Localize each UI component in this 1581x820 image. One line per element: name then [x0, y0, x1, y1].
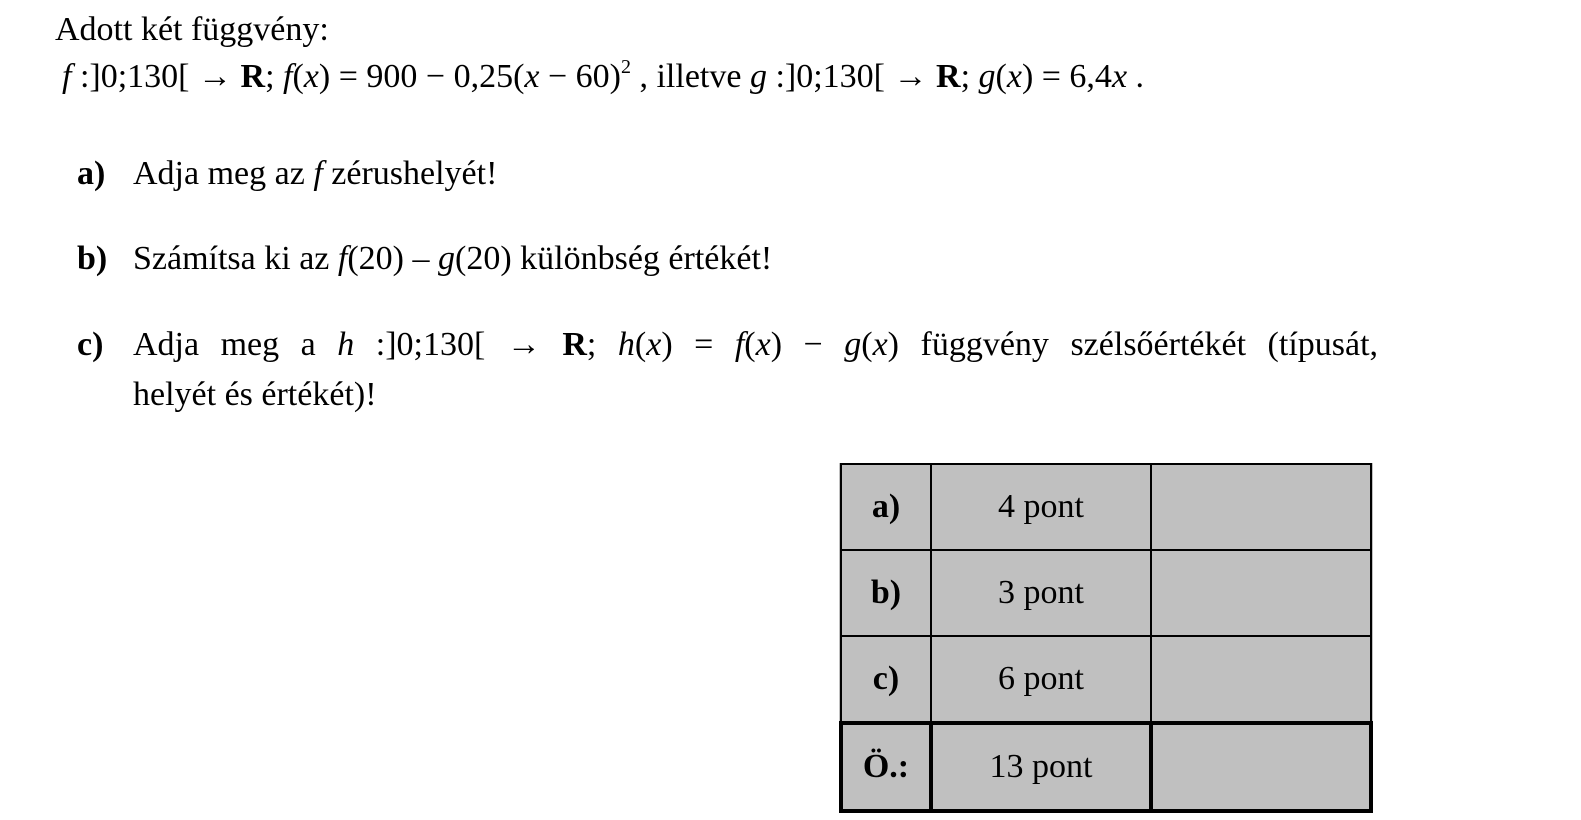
g-symbol: g	[438, 240, 455, 277]
var-x: x	[646, 326, 662, 363]
g-call: g	[844, 326, 862, 363]
g-call: g	[978, 58, 996, 95]
task-c-line-2: helyét és értékét)!	[133, 376, 377, 413]
f-symbol: f	[337, 240, 348, 277]
minus: ) −	[770, 326, 845, 363]
f-formula-part: ) = 900 − 0,25(	[318, 58, 525, 95]
h-domain: :]0;130[ →	[354, 326, 563, 363]
score-part: c)	[841, 636, 931, 723]
score-part: b)	[841, 550, 931, 636]
task-b-text	[133, 242, 772, 276]
separator: ;	[960, 58, 979, 95]
score-part: a)	[841, 464, 931, 550]
task-text: Számítsa ki az	[133, 240, 338, 277]
paren-open: (	[995, 58, 1007, 95]
g-symbol: g	[749, 58, 767, 95]
task-b-label: b)	[77, 240, 108, 277]
task-text: Adja meg az	[133, 155, 314, 192]
h-symbol: h	[337, 326, 355, 363]
real-set-symbol: R	[562, 326, 587, 363]
f-call: f	[734, 326, 745, 363]
var-x: x	[1111, 58, 1128, 95]
period: .	[1127, 58, 1145, 95]
real-set-symbol: R	[936, 58, 961, 95]
g-formula-part: ) = 6,4	[1021, 58, 1112, 95]
score-points: 6 pont	[931, 636, 1151, 723]
equals: ) =	[661, 326, 735, 363]
total-label: Ö.:	[841, 723, 931, 811]
f-symbol: f	[62, 58, 72, 95]
f-call: f	[283, 58, 293, 95]
task-a-text	[133, 157, 497, 191]
paren-close: )	[887, 326, 899, 363]
score-total-row	[841, 723, 1371, 811]
word: meg	[220, 326, 280, 363]
score-points: 3 pont	[931, 550, 1151, 636]
task-text: (20) –	[347, 240, 438, 277]
total-earned-cell	[1151, 723, 1371, 811]
h-call: h	[617, 326, 635, 363]
word: függvény	[920, 326, 1049, 363]
h-definition	[337, 326, 596, 363]
task-c-line-1	[133, 328, 1378, 362]
task-c-label: c)	[77, 326, 104, 363]
h-formula: h(x) = f(x) − g(x)	[617, 326, 899, 363]
g-domain: :]0;130[ →	[766, 58, 936, 95]
real-set-symbol: R	[240, 58, 266, 95]
var-x: x	[1006, 58, 1022, 95]
var-x: x	[872, 326, 888, 363]
task-text: (20) különbség értékét!	[455, 240, 773, 277]
word: szélsőértékét	[1070, 326, 1247, 363]
score-earned-cell	[1151, 636, 1371, 723]
var-x: x	[755, 326, 771, 363]
f-symbol: f	[313, 155, 323, 192]
paren-open: (	[292, 58, 304, 95]
score-points: 4 pont	[931, 464, 1151, 550]
score-row	[841, 550, 1371, 636]
word: Adja	[133, 326, 200, 363]
score-row	[841, 464, 1371, 550]
score-row	[841, 636, 1371, 723]
exponent: 2	[620, 56, 631, 78]
score-table	[839, 463, 1373, 813]
word: a	[300, 326, 316, 363]
separator: ;	[265, 58, 284, 95]
total-points: 13 pont	[931, 723, 1151, 811]
connector-word: , illetve	[630, 58, 750, 95]
score-earned-cell	[1151, 464, 1371, 550]
task-text: zérushelyét!	[322, 155, 498, 192]
function-definitions	[62, 56, 1145, 95]
word: (típusát,	[1267, 326, 1379, 363]
f-formula-part: − 60)	[539, 58, 621, 95]
var-x: x	[303, 58, 319, 95]
f-domain: :]0;130[ →	[71, 58, 241, 95]
task-a-label: a)	[77, 155, 106, 192]
separator: ;	[586, 326, 597, 363]
intro-text: Adott két függvény:	[55, 11, 329, 48]
score-earned-cell	[1151, 550, 1371, 636]
var-x: x	[524, 58, 540, 95]
